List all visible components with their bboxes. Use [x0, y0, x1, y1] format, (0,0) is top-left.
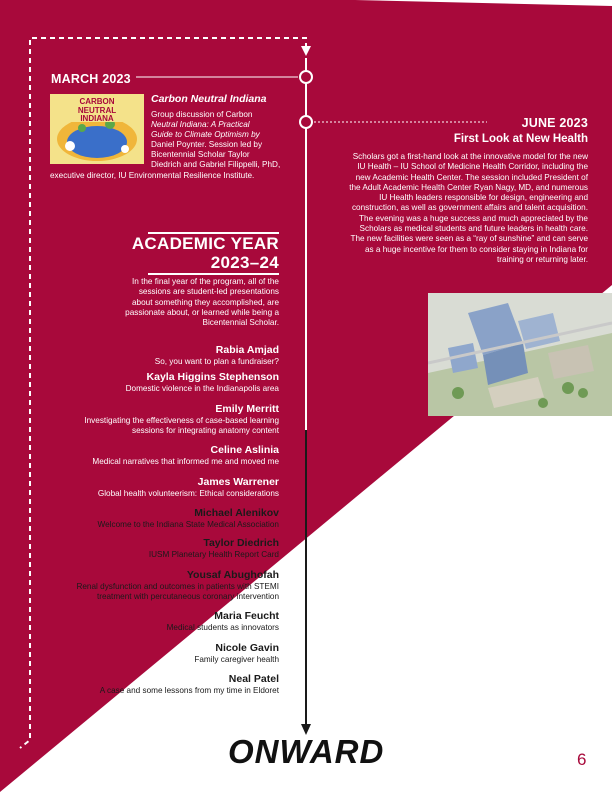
march-line-1: Group discussion of Carbon [151, 110, 253, 119]
scholar-entry [0, 476, 279, 507]
intro-line-4: passionate about, or learned while being a [125, 307, 279, 317]
intro-line-5: Bicentennial Scholar. [202, 318, 279, 328]
march-line-2: Neutral Indiana: A Practical [151, 120, 250, 129]
scholar-description: Global health volunteerism: Ethical considerations [97, 489, 279, 498]
march-line-4: Daniel Poynter. Session led by [151, 140, 263, 149]
scholar-entry [0, 444, 279, 476]
intro-line-2: sessions are student-led presentations [138, 287, 279, 297]
scholar-name: Nicole Gavin [215, 642, 279, 654]
june-line-4: the Adult Academic Health Center Ryan Nagy, MD, and numerous [349, 182, 588, 192]
march-line-3: Guide to Climate Optimism by [151, 130, 260, 139]
june-line-6: construction, as well as government affairs and talent acquisition. [351, 203, 588, 213]
scholar-description: Welcome to the Indiana State Medical Association [97, 520, 279, 529]
intro-line-3: about something they accomplished, are [131, 297, 279, 307]
aerial-rendering-image [428, 293, 612, 416]
scholar-entry [0, 642, 279, 673]
scholar-entry [0, 610, 279, 642]
scholar-name: Taylor Diedrich [203, 537, 279, 549]
academic-year-rule-bottom [148, 273, 279, 275]
academic-year-rule-top [148, 232, 279, 234]
scholar-name: James Warrener [197, 476, 279, 488]
book-cover-title: CARBON NEUTRAL INDIANA [77, 97, 117, 123]
june-line-10: as a huge incentive for them to consider staying in Indiana for [364, 244, 588, 254]
scholar-description: treatment with percutaneous coronary intervention [96, 592, 279, 602]
scholar-entry [0, 371, 279, 403]
march-line-6: Diedrich and Gabriel Filippelli, PhD, [151, 160, 281, 169]
scholar-name: Rabia Amjad [215, 344, 279, 356]
june-line-11: training or returning later. [496, 254, 588, 264]
scholar-description: Renal dysfunction and outcomes in patients with STEMI [76, 582, 279, 591]
scholar-description: IUSM Planetary Health Report Card [148, 550, 279, 559]
scholar-description: Domestic violence in the Indianapolis area [125, 384, 279, 393]
march-line-5: Bicentennial Scholar Taylor [151, 150, 250, 159]
march-title: Carbon Neutral Indiana [151, 93, 267, 105]
scholar-name: Kayla Higgins Stephenson [146, 371, 279, 383]
scholar-entry [0, 403, 279, 444]
scholar-entry [0, 537, 279, 569]
academic-year-title-line2: 2023–24 [210, 253, 279, 272]
june-line-2: IU Health – IU School of Medicine Health Corridor, including the [357, 162, 588, 172]
timeline-node-june [300, 116, 312, 128]
scholar-entry [0, 569, 279, 610]
onward-heading: ONWARD [228, 733, 385, 770]
june-line-1: Scholars got a first-hand look at the innovative model for the new [352, 152, 588, 161]
june-line-9: The new facilities were seen as a “ray of sunshine” and can serve [350, 234, 588, 244]
march-line-7: executive director, IU Environmental Resilience Institute. [50, 171, 255, 180]
june-title: First Look at New Health [453, 133, 588, 145]
scholar-list [0, 344, 279, 699]
intro-line-1: In the final year of the program, all of the [131, 277, 279, 286]
scholar-entry [0, 673, 279, 699]
timeline-node-march [300, 71, 312, 83]
scholar-description: sessions for integrating anatomy content [131, 426, 279, 436]
scholar-name: Neal Patel [228, 673, 279, 685]
scholar-description: Medical students as innovators [166, 623, 279, 632]
june-body [288, 152, 588, 265]
june-date: JUNE 2023 [521, 116, 588, 130]
scholar-name: Emily Merritt [215, 403, 279, 415]
june-line-3: new Academic Health Center. The session included President of [355, 172, 588, 182]
scholar-name: Celine Aslinia [210, 444, 279, 456]
june-line-5: IU Health leaders responsible for design, engineering and [379, 193, 588, 203]
scholar-description: Investigating the effectiveness of case-based learning [84, 416, 279, 425]
scholar-entry [0, 344, 279, 371]
scholar-name: Michael Alenikov [194, 507, 279, 519]
scholar-name: Maria Feucht [214, 610, 279, 622]
scholar-name: Yousaf Abughofah [186, 569, 279, 581]
scholar-description: Family caregiver health [194, 655, 279, 664]
book-cover-image [50, 94, 144, 164]
scholar-description: A case and some lessons from my time in Eldoret [99, 686, 279, 695]
march-date: MARCH 2023 [51, 72, 131, 86]
academic-year-title-line1: ACADEMIC YEAR [131, 234, 279, 253]
scholar-description: Medical narratives that informed me and moved me [92, 457, 279, 466]
june-line-7: The evening was a huge success and much appreciated by the [359, 213, 588, 223]
june-line-8: Scholars as medical students and future leaders in health care. [359, 224, 588, 234]
academic-year-intro [39, 277, 279, 328]
scholar-description: So, you want to plan a fundraiser? [154, 357, 279, 366]
page-number: 6 [577, 750, 587, 769]
scholar-entry [0, 507, 279, 537]
